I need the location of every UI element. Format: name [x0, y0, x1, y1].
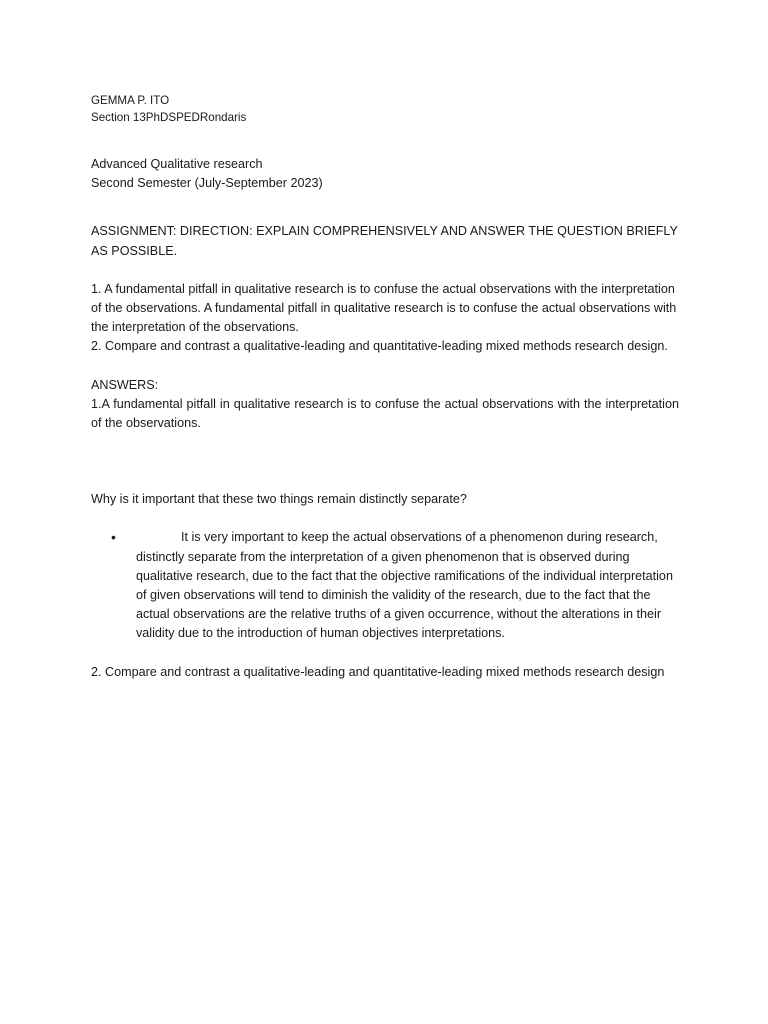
answer-bullet: [91, 528, 679, 643]
document-body: [91, 92, 679, 682]
answer-1-prompt: 1.A fundamental pitfall in qualitative research is to confuse the actual observations with the interpretation of the observations.: [91, 396, 679, 431]
spacer: [91, 261, 679, 280]
sub-question: Why is it important that these two things remain distinctly separate?: [91, 492, 467, 507]
answers-heading: ANSWERS:: [91, 377, 159, 392]
spacer: [91, 357, 679, 376]
bullet-icon: •: [111, 529, 116, 546]
student-name: GEMMA P. ITO: [91, 94, 170, 107]
spacer: [91, 509, 679, 528]
spacer: [91, 126, 679, 155]
bullet-text: It is very important to keep the actual observations of a phenomenon during research, distinctly separate from the interpretation of a given phenomenon that is observed during qualitative research, due to the fact that the objective ramifications of the individual interpretation of given observations will tend to diminish the validity of the research, due to the fact that the actual observations are the relative truths of a given occurrence, without the alterations in their validity due to the introduction of human objectives interpretations.: [136, 530, 673, 641]
spacer: [91, 433, 679, 490]
assignment-question-2: 2. Compare and contrast a qualitative-leading and quantitative-leading mixed methods research design.: [91, 339, 668, 354]
student-section: Section 13PhDSPEDRondaris: [91, 111, 247, 124]
course-title: Advanced Qualitative research: [91, 157, 263, 171]
course-semester: Second Semester (July-September 2023): [91, 176, 323, 191]
assignment-question-1: 1. A fundamental pitfall in qualitative research is to confuse the actual observations with the interpretation of the observations. A fundamental pitfall in qualitative research is to confuse the actual observations with the interpretation of the observations.: [91, 281, 677, 335]
spacer: [91, 193, 679, 222]
answer-2-prompt: 2. Compare and contrast a qualitative-leading and quantitative-leading mixed methods research design: [91, 664, 665, 679]
assignment-direction: ASSIGNMENT: DIRECTION: EXPLAIN COMPREHENSIVELY AND ANSWER THE QUESTION BRIEFLY AS POSSIBLE.: [91, 224, 678, 258]
spacer: [91, 644, 679, 663]
